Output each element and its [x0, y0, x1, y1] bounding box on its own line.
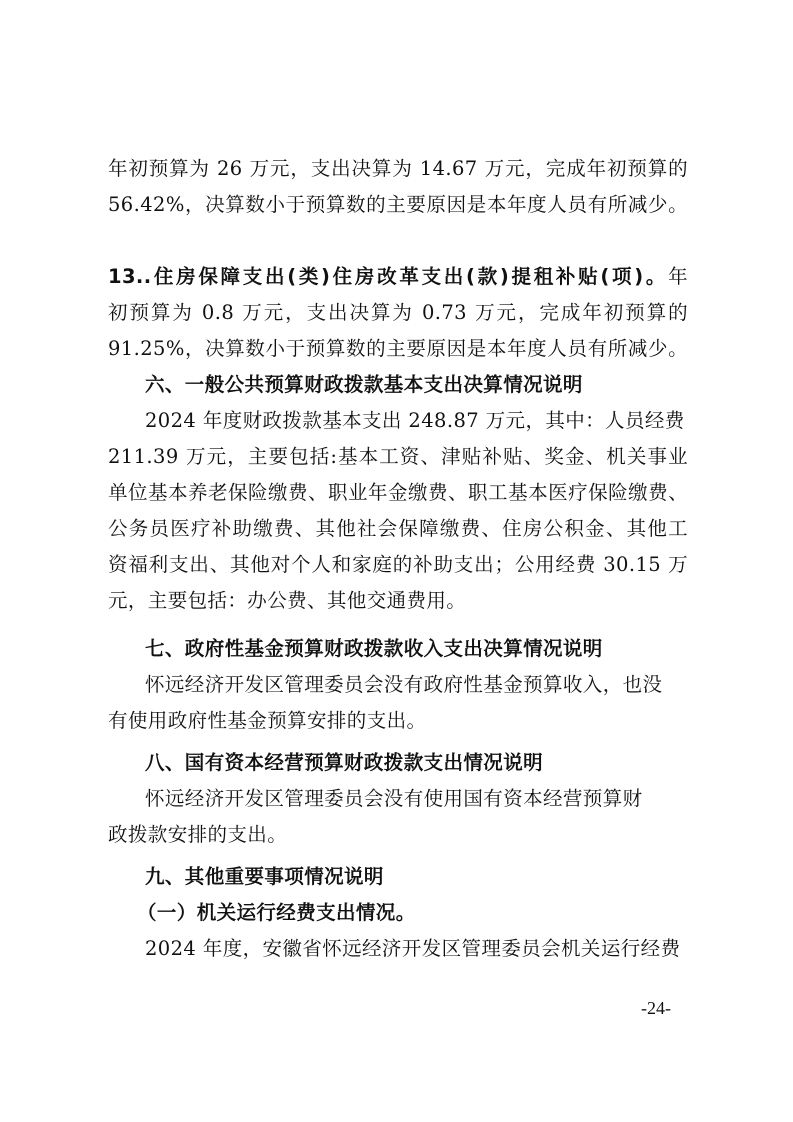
section-heading: 八、国有资本经营预算财政拨款支出情况说明 [145, 751, 544, 774]
paragraph-line: 56.42%，决算数小于预算数的主要原因是本年度人员有所减少。 [108, 193, 688, 216]
paragraph-line: 年初预算为 26 万元，支出决算为 14.67 万元，完成年初预算的 [108, 157, 688, 180]
paragraph-line: 211.39 万元，主要包括:基本工资、津贴补贴、奖金、机关事业 [108, 445, 688, 468]
paragraph-line: 公务员医疗补助缴费、其他社会保障缴费、住房公积金、其他工 [108, 517, 688, 540]
item-13-text: 年 [668, 265, 688, 288]
paragraph-line: 怀远经济开发区管理委员会没有政府性基金预算收入，也没 [145, 673, 663, 696]
item-13-line [108, 262, 688, 292]
paragraph-line: 资福利支出、其他对个人和家庭的补助支出；公用经费 30.15 万 [108, 553, 688, 576]
paragraph-line: 初预算为 0.8 万元，支出决算为 0.73 万元，完成年初预算的 [108, 301, 688, 324]
section-heading: 九、其他重要事项情况说明 [145, 865, 384, 888]
paragraph-line: 91.25%，决算数小于预算数的主要原因是本年度人员有所减少。 [108, 337, 688, 360]
paragraph-line: 2024 年度财政拨款基本支出 248.87 万元，其中：人员经费 [145, 409, 685, 432]
section-heading: 七、政府性基金预算财政拨款收入支出决算情况说明 [145, 637, 603, 660]
item-13-title: 13..住房保障支出(类)住房改革支出(款)提租补贴(项)。 [108, 265, 669, 288]
paragraph-line: 有使用政府性基金预算安排的支出。 [108, 709, 427, 732]
page-number: -24- [641, 998, 671, 1018]
subsection-heading: （一）机关运行经费支出情况。 [137, 901, 416, 924]
paragraph-line: 政拨款安排的支出。 [108, 823, 288, 846]
section-heading: 六、一般公共预算财政拨款基本支出决算情况说明 [145, 373, 583, 396]
paragraph-line: 单位基本养老保险缴费、职业年金缴费、职工基本医疗保险缴费、 [108, 481, 688, 504]
paragraph-line: 2024 年度，安徽省怀远经济开发区管理委员会机关运行经费 [145, 937, 681, 960]
paragraph-line: 元，主要包括：办公费、其他交通费用。 [108, 589, 467, 612]
paragraph-line: 怀远经济开发区管理委员会没有使用国有资本经营预算财 [145, 787, 643, 810]
